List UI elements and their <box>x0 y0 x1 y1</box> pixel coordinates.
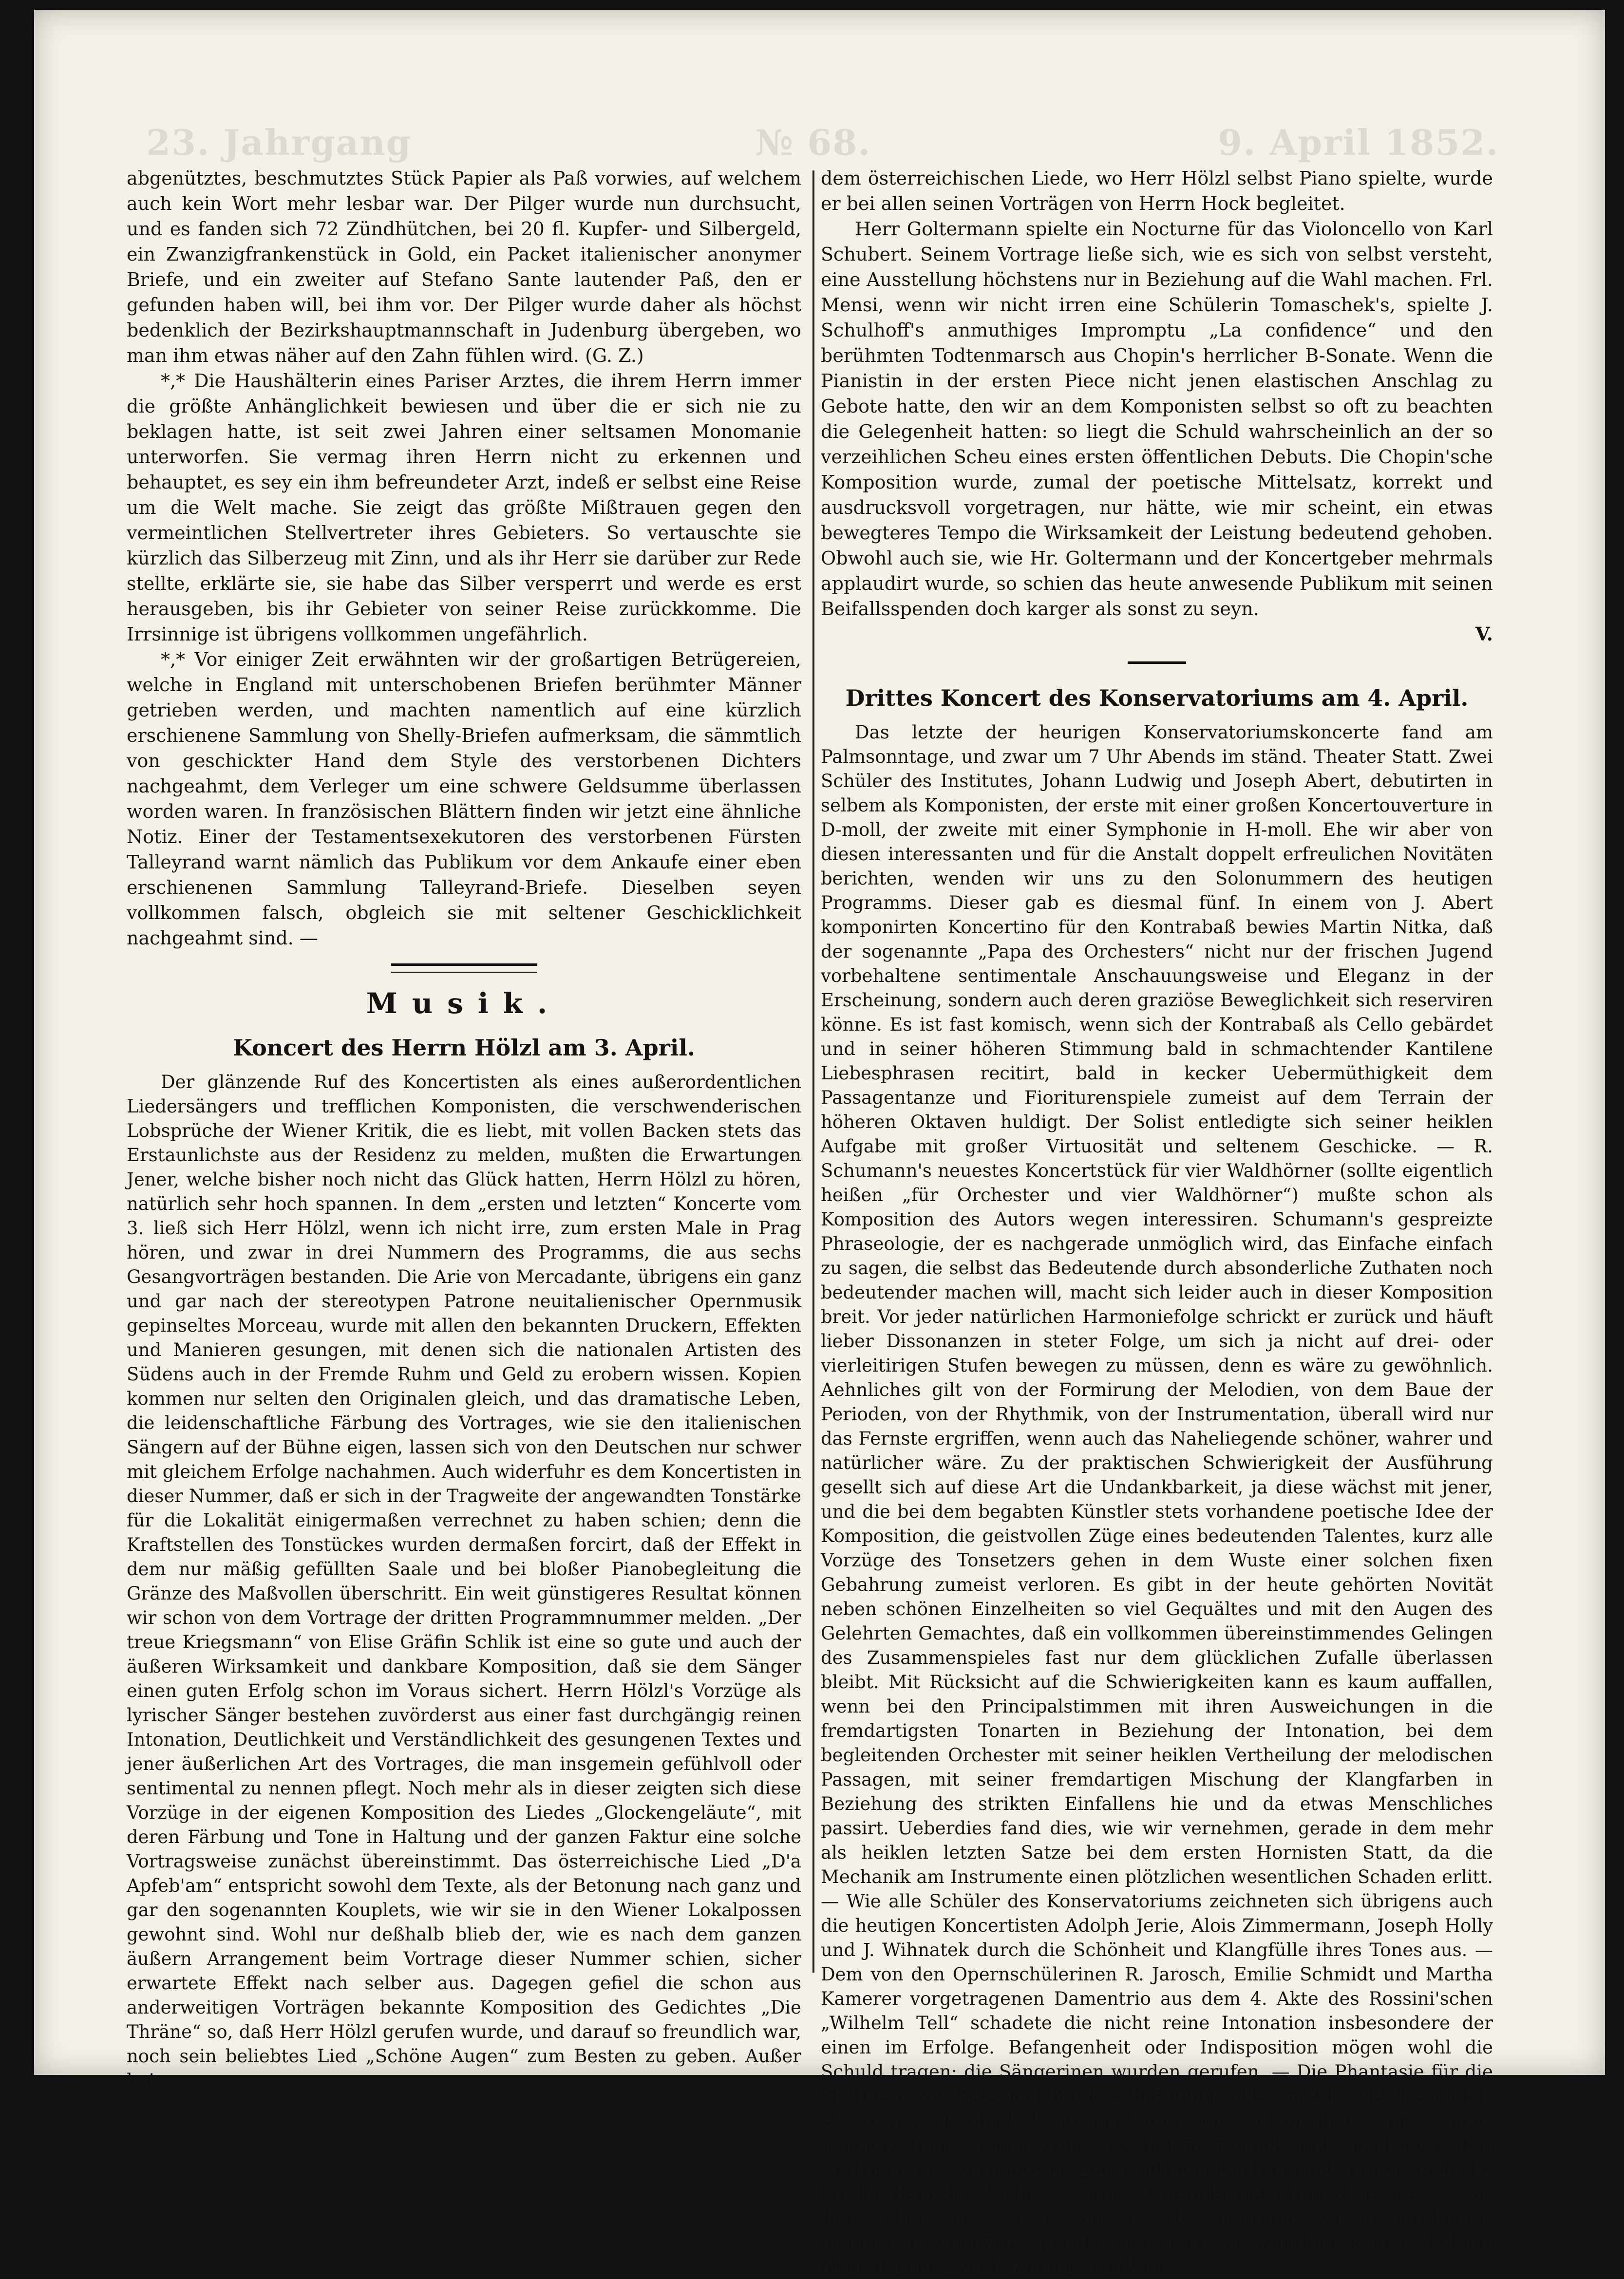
section-heading: Musik. <box>366 987 562 1020</box>
article-divider <box>1128 661 1186 664</box>
article-title-conservatory: Drittes Koncert des Konservatoriums am 4. April. <box>845 685 1469 711</box>
bleed-right: 9. April 1852. <box>1218 122 1499 163</box>
bleed-left: 23. Jahrgang <box>146 122 412 163</box>
newspaper-page <box>34 10 1605 2277</box>
article-title-hoelzl: Koncert des Herrn Hölzl am 3. April. <box>233 1035 695 1061</box>
section-divider <box>391 963 537 973</box>
bleed-center: № 68. <box>755 122 871 163</box>
column-divider <box>812 170 814 1973</box>
article-continuation-right: dem österreichischen Liede, wo Herr Hölzl selbst Piano spielte, wurde er bei allen seinen Vorträgen von Herrn Hock begleitet. <box>821 168 1493 214</box>
right-column <box>821 166 1493 2279</box>
news-item-housekeeper: *,* Die Haushälterin eines Pariser Arztes, die ihrem Herrn immer die größte Anhänglichkeit bewiesen und über die er sich nie zu beklagen hatte, ist seit zwei Jahren einer seltsamen Monomanie unterworfen. Sie vermag ihren Herrn nicht zu erkennen und behauptet, es sey ein ihm befreundeter Arzt, indeß er selbst eine Reise um die Welt mache. Sie zeigt das größte Mißtrauen gegen den vermeintlichen Stellvertreter ihres Gebieters. So vertauschte sie kürzlich das Silberzeug mit Zinn, und als ihr Herr sie darüber zur Rede stellte, erklärte sie, sie habe das Silber versperrt und werde es erst herausgeben, bis ihr Gebieter von seiner Reise zurückkomme. Die Irrsinnige ist übrigens vollkommen ungefährlich. <box>127 370 801 645</box>
review-goltermann: Herr Goltermann spielte ein Nocturne für das Violoncello von Karl Schubert. Seinem Vortrage ließe sich, wie es sich von selbst versteht, eine Ausstellung höchstens nur in Beziehung auf die Wahl machen. Frl. Mensi, wenn wir nicht irren eine Schülerin Tomaschek's, spielte J. Schulhoff's anmuthiges Impromptu „La confidence“ und den berühmten Todtenmarsch aus Chopin's herrlicher B-Sonate. Wenn die Pianistin in der ersten Piece nicht jenen elastischen Anschlag zu Gebote hatte, den wir an dem Komponisten selbst so oft zu beachten die Gelegenheit hatten: so liegt die Schuld wahrscheinlich an der so verzeihlichen Scheu eines ersten öffentlichen Debuts. Die Chopin'sche Komposition wurde, zumal der poetische Mittelsatz, korrekt und ausdrucksvoll vorgetragen, nur hätte, wie mir scheint, ein etwas bewegteres Tempo die Wirksamkeit der Leistung bedeutend gehoben. Obwohl auch sie, wie Hr. Goltermann und der Koncertgeber mehrmals applaudirt wurde, so schien das heute anwesende Publikum mit seinen Beifallsspenden doch karger als sonst zu seyn. <box>821 218 1493 620</box>
article-body-conservatory: Das letzte der heurigen Konservatoriumskoncerte fand am Palmsonntage, und zwar um 7 Uhr Abends im ständ. Theater Statt. Zwei Schüler des Institutes, Johann Ludwig und Joseph Abert, debutirten in selbem als Komponisten, der erste mit einer großen Koncertouverture in D-moll, der zweite mit einer Symphonie in H-moll. Ehe wir aber von diesen interessanten und für die Anstalt doppelt erfreulichen Novitäten berichten, wenden wir uns zu den Solonummern des heutigen Programms. Dieser gab es diesmal fünf. In einem von J. Abert komponirten Koncertino für den Kontrabaß bewies Martin Nitka, daß der sogenannte „Papa des Orchesters“ nicht nur der frischen Jugend vorbehaltene sentimentale Anschauungsweise und Eleganz in der Erscheinung, sondern auch deren graziöse Beweglichkeit sich reserviren könne. Es ist fast komisch, wenn sich der Kontrabaß als Cello gebärdet und in seiner höheren Stimmung bald in schmachtender Kantilene Liebesphrasen recitirt, bald in kecker Uebermüthigkeit dem Passagentanze und Fioriturenspiele zumeist auf dem Terrain der höheren Oktaven huldigt. Der Solist entledigte sich seiner heiklen Aufgabe mit großer Virtuosität und seltenem Geschicke. — R. Schumann's neuestes Koncertstück für vier Waldhörner (sollte eigentlich heißen „für Orchester und vier Waldhörner“) mußte schon als Komposition des Autors wegen interessiren. Schumann's gespreizte Phraseologie, der es nachgerade unmöglich wird, das Einfache einfach zu sagen, die selbst das Bedeutende durch absonderliche Zuthaten noch bedeutender machen will, macht sich leider auch in dieser Komposition breit. Vor jeder natürlichen Harmoniefolge schrickt er zurück und häuft lieber Dissonanzen in steter Folge, um sich ja nicht auf drei- oder vierleitirigen Stufen bewegen zu müssen, denn es wäre zu gewöhnlich. Aehnliches gilt von der Formirung der Melodien, von dem Baue der Perioden, von der Rhythmik, von der Instrumentation, überall wird nur das Fernste ergriffen, wenn auch das Naheliegende schöner, wahrer und natürlicher wäre. Zu der praktischen Schwierigkeit der Ausführung gesellt sich auf diese Art die Undankbarkeit, ja diese wächst mit jener, und die bei dem begabten Künstler stets vorhandene poetische Idee der Komposition, die geistvollen Züge eines bedeutenden Talentes, kurz alle Vorzüge des Tonsetzers gehen in dem Wuste einer solchen fixen Gebahrung zumeist verloren. Es gibt in der heute gehörten Novität neben schönen Einzelheiten so viel Gequältes und mit den Augen des Gelehrten Gemachtes, daß ein vollkommen übereinstimmendes Gelingen des Zusammenspieles fast nur dem glücklichen Zufalle überlassen bleibt. Mit Rücksicht auf die Schwierigkeiten kann es kaum auffallen, wenn bei den Principalstimmen mit ihren Ausweichungen in die fremdartigsten Tonarten in Beziehung der Intonation, bei dem begleitenden Orchester mit seiner heiklen Vertheilung der melodischen Passagen, mit seiner fremdartigen Mischung der Klangfarben in Beziehung des strikten Einfallens hie und da etwas Menschliches passirt. Ueberdies fand dies, wie wir vernehmen, gerade in dem mehr als heiklen letzten Satze bei dem ersten Hornisten Statt, da die Mechanik am Instrumente einen plötzlichen wesentlichen Schaden erlitt. — Wie alle Schüler des Konservatoriums zeichneten sich übrigens auch die heutigen Koncertisten Adolph Jerie, Alois Zimmermann, Joseph Holly und J. Wihnatek durch die Schönheit und Klangfülle ihres Tones aus. — Dem von den Opernschülerinen R. Jarosch, Emilie Schmidt und Martha Kamerer vorgetragenen Damentrio aus dem 4. Akte des Rossini'schen „Wilhelm Tell“ schadete die nicht reine Intonation insbesondere der einen im Erfolge. Befangenheit oder Indisposition mögen wohl die Schuld tragen; die Sängerinen wurden gerufen. — Die Phantasie für die Klarinette von Reissiger bot dem hoffnungsvollen Schüler des trefflichen Pisařowitz, Raphael Winternitz günstige Gelegenheit, mit seinem schönen Tone, seiner wohl geschulten Technik und ausdrucksvollen Vortragsweise zu glänzen. Einer solchen Leistung entsprach auch der Erfolg; denn der Virtuose wurde zwei- oder gar dreimal gerufen. — Zu dem schon im ersten Koncerte der heurigen Saison gerühmten Violinisten Bennewitz gesellte sich heute als würdiger Kollege Johann Wolf, der das zweite Koncert von Vieux- <box>821 722 1493 2277</box>
left-column <box>127 166 801 2093</box>
news-item-forged-letters: *,* Vor einiger Zeit erwähnten wir der großartigen Betrügereien, welche in England mit unterschobenen Briefen berühmter Männer getrieben werden, und machten namentlich auf eine kürzlich erschienene Sammlung von Shelly-Briefen aufmerksam, die sämmtlich von geschickter Hand dem Style des verstorbenen Dichters nachgeahmt, dem Verleger um eine schwere Geldsumme überlassen worden waren. In französischen Blättern finden wir jetzt eine ähnliche Notiz. Einer der Testamentsexekutoren des verstorbenen Fürsten Talleyrand warnt nämlich das Publikum vor dem Ankaufe einer eben erschienenen Sammlung Talleyrand-Briefe. Dieselben seyen vollkommen falsch, obgleich sie mit seltener Geschicklichkeit nachgeahmt sind. — <box>127 649 801 949</box>
article-continuation: abgenütztes, beschmutztes Stück Papier als Paß vorwies, auf welchem auch kein Wort mehr lesbar war. Der Pilger wurde nun durchsucht, und es fanden sich 72 Zündhütchen, bei 20 fl. Kupfer- und Silbergeld, ein Zwanzigfrankenstück in Gold, ein Packet italienischer anonymer Briefe, und ein zweiter auf Stefano Sante lautender Paß, den er gefunden haben will, bei ihm vor. Der Pilger wurde daher als höchst bedenklich der Bezirkshauptmannschaft in Judenburg übergeben, wo man ihm etwas näher auf den Zahn fühlen wird. (G. Z.) <box>127 168 801 366</box>
article-body-hoelzl: Der glänzende Ruf des Koncertisten als eines außerordentlichen Liedersängers und trefflichen Komponisten, die verschwenderischen Lobsprüche der Wiener Kritik, die es liebt, mit vollen Backen stets das Erstaunlichste aus der Residenz zu melden, mußten die Erwartungen Jener, welche bisher noch nicht das Glück hatten, Herrn Hölzl zu hören, natürlich sehr hoch spannen. In dem „ersten und letzten“ Koncerte vom 3. ließ sich Herr Hölzl, wenn ich nicht irre, zum ersten Male in Prag hören, und zwar in drei Nummern des Programms, die aus sechs Gesangvorträgen bestanden. Die Arie von Mercadante, übrigens ein ganz und gar nach der stereotypen Patrone neuitalienischer Opernmusik gepinseltes Morceau, wurde mit allen den bekannten Druckern, Effekten und Manieren gesungen, mit denen sich die nationalen Artisten des Südens auch in der Fremde Ruhm und Geld zu erobern wissen. Kopien kommen nur selten den Originalen gleich, und das dramatische Leben, die leidenschaftliche Färbung des Vortrages, wie sie den italienischen Sängern auf der Bühne eigen, lassen sich von den Deutschen nur schwer mit gleichem Erfolge nachahmen. Auch widerfuhr es dem Koncertisten in dieser Nummer, daß er sich in der Tragweite der angewandten Tonstärke für die Lokalität einigermaßen verrechnet zu haben schien; denn die Kraftstellen des Tonstückes wurden dermaßen forcirt, daß der Effekt in dem nur mäßig gefüllten Saale und bei bloßer Pianobegleitung die Gränze des Maßvollen überschritt. Ein weit günstigeres Resultat können wir schon von dem Vortrage der dritten Programmnummer melden. „Der treue Kriegsmann“ von Elise Gräfin Schlik ist eine so gute und auch der äußeren Wirksamkeit und dankbare Komposition, daß sie dem Sänger einen guten Erfolg schon im Voraus sichert. Herrn Hölzl's Vorzüge als lyrischer Sänger bestehen zuvörderst aus einer fast durchgängig reinen Intonation, Deutlichkeit und Verständlichkeit des gesungenen Textes und jener äußerlichen Art des Vortrages, die man insgemein gefühlvoll oder sentimental zu nennen pflegt. Noch mehr als in dieser zeigten sich diese Vorzüge in der eigenen Komposition des Liedes „Glockengeläute“, mit deren Färbung und Tone in Haltung und der ganzen Faktur eine solche Vortragsweise zunächst übereinstimmt. Das österreichische Lied „D'a Apfeb'am“ entspricht sowohl dem Texte, als der Betonung nach ganz und gar den sogenannten Kouplets, wie wir sie in den Wiener Lokalpossen gewohnt sind. Wohl nur deßhalb blieb der, wie es nach dem ganzen äußern Arrangement beim Vortrage dieser Nummer schien, sicher erwartete Effekt nach selber aus. Dagegen gefiel die schon aus anderweitigen Vorträgen bekannte Komposition des Gedichtes „Die Thräne“ so, daß Herr Hölzl gerufen wurde, und darauf so freundlich war, noch sein beliebtes Lied „Schöne Augen“ zum Besten zu geben. Außer bei <box>127 1072 801 2091</box>
author-signature: V. <box>1475 623 1493 645</box>
